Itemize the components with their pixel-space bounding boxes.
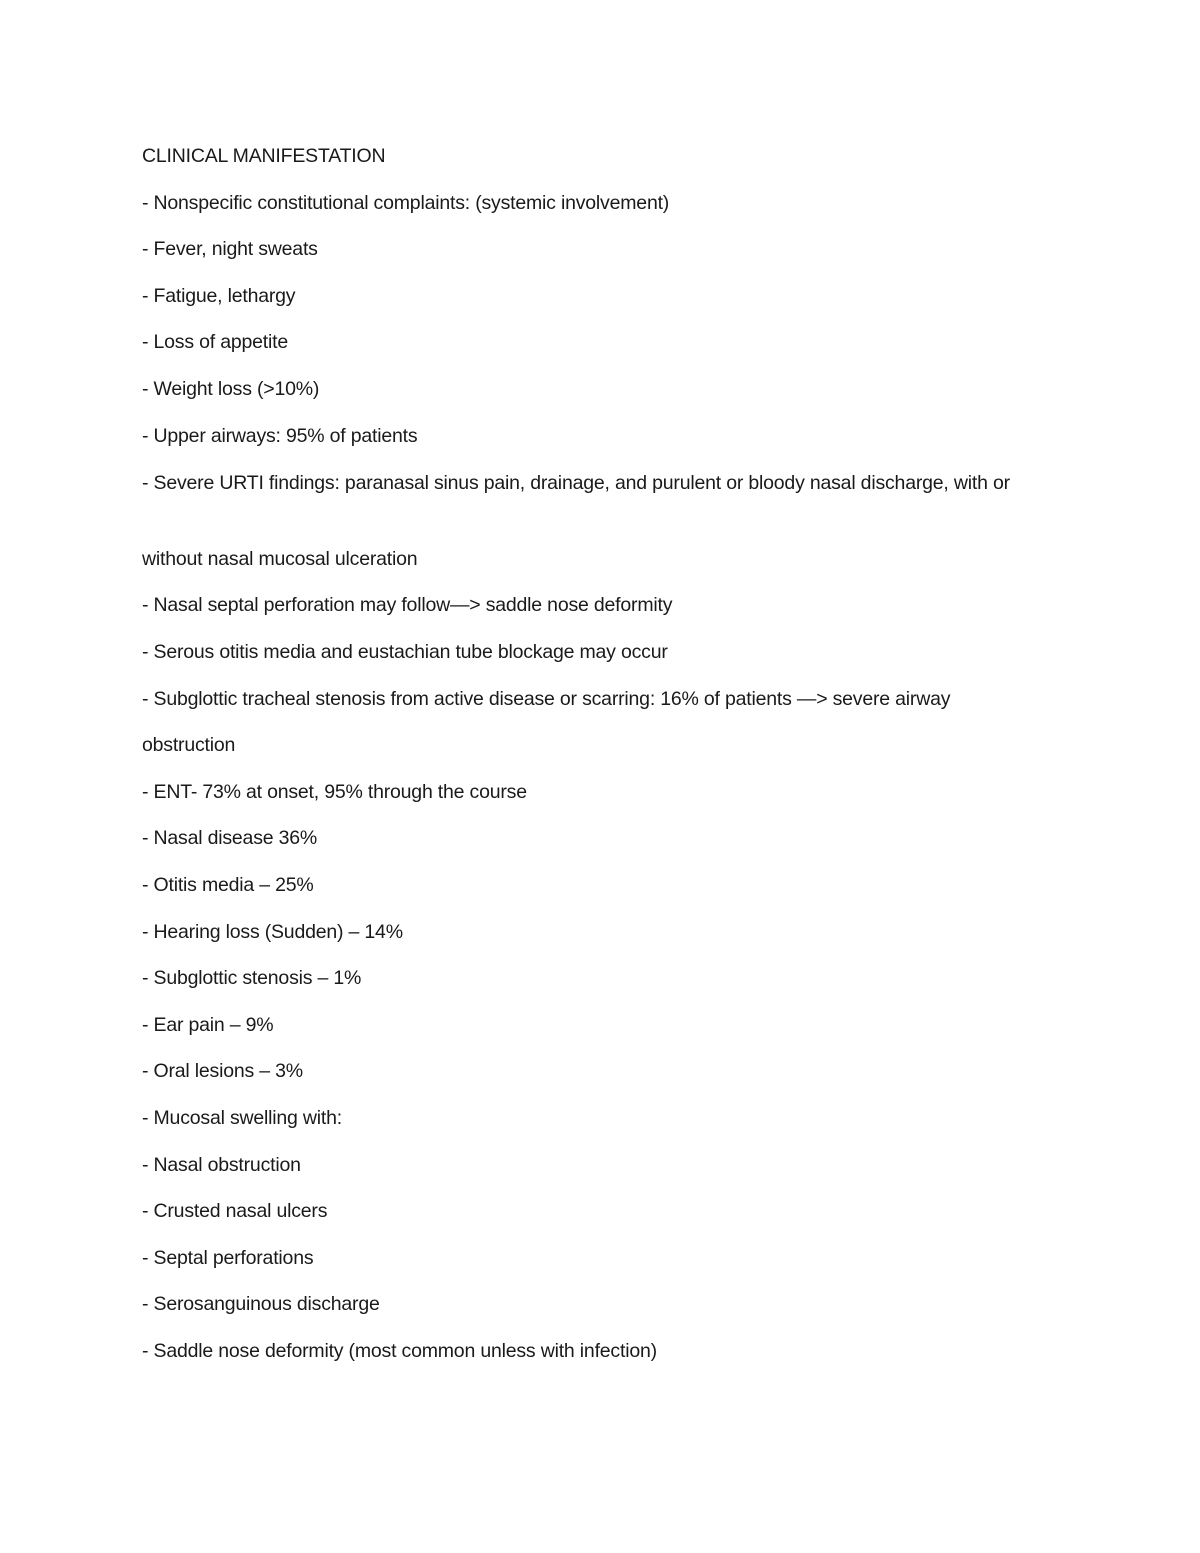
document-title: CLINICAL MANIFESTATION [142,145,386,167]
list-item: - Fatigue, lethargy [142,284,296,307]
list-item: - Upper airways: 95% of patients [142,424,418,447]
list-item: - Hearing loss (Sudden) – 14% [142,920,403,943]
list-item: - Serous otitis media and eustachian tube blockage may occur [142,641,668,664]
manifestation-list [142,189,1067,1384]
list-item: - Severe URTI findings: paranasal sinus pain, drainage, and purulent or bloody nasal discharge, with or [142,472,1010,495]
list-item: - Otitis media – 25% [142,874,314,896]
document-body [142,142,1067,1384]
list-item: - Fever, night sweats [142,238,318,261]
list-item: - Subglottic stenosis – 1% [142,967,362,990]
list-item: - Saddle nose deformity (most common unless with infection) [142,1339,657,1362]
list-item-continuation: obstruction [142,734,236,757]
list-item: - ENT- 73% at onset, 95% through the course [142,780,527,803]
list-item: - Nasal septal perforation may follow—> saddle nose deformity [142,594,673,617]
list-item: - Nasal obstruction [142,1153,301,1176]
list-item: - Ear pain – 9% [142,1013,274,1036]
list-item: - Subglottic tracheal stenosis from active disease or scarring: 16% of patients —> severe airway [142,687,951,710]
list-item: - Septal perforations [142,1246,314,1269]
list-item: - Oral lesions – 3% [142,1060,303,1083]
list-item: - Weight loss (>10%) [142,377,320,400]
list-item: - Loss of appetite [142,331,288,354]
list-item-continuation: without nasal mucosal ulceration [142,547,418,570]
list-item: - Nasal disease 36% [142,827,318,850]
list-item: - Crusted nasal ulcers [142,1200,328,1223]
list-item: - Serosanguinous discharge [142,1293,380,1316]
list-item: - Mucosal swelling with: [142,1106,343,1129]
list-item: - Nonspecific constitutional complaints: (systemic involvement) [142,191,670,214]
